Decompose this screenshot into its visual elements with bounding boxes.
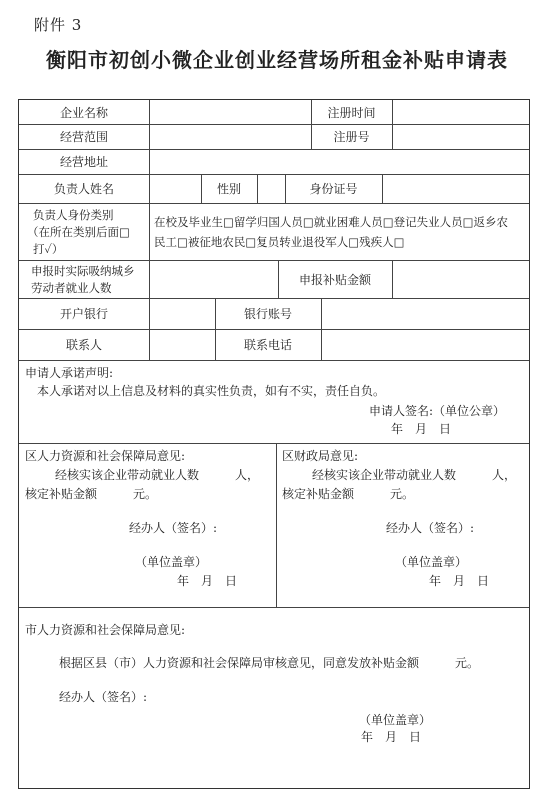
label-person-in-charge: 负责人姓名	[53, 182, 114, 196]
label-identity-type-hint-end: 打✓）	[33, 242, 64, 256]
city-hr-date[interactable]: 年 月 日	[361, 730, 422, 744]
label-company-name: 企业名称	[59, 105, 108, 120]
district-finance-date[interactable]: 年 月 日	[429, 574, 490, 588]
identity-options-line1[interactable]: 在校及毕业生□留学归国人员□就业困难人员□登记失业人员□返乡农	[154, 215, 508, 229]
label-employment-count-line2: 劳动者就业人数	[31, 281, 112, 295]
district-hr-seal: （单位盖章）	[135, 555, 208, 569]
district-hr-handler[interactable]: 经办人（签名）:	[129, 521, 218, 535]
district-finance-subsidy: 核定补贴金额 元。	[282, 487, 415, 501]
label-gender: 性别	[216, 182, 241, 196]
label-employment-count: 申报时实际吸纳城乡	[31, 264, 135, 278]
district-finance-handler[interactable]: 经办人（签名）:	[386, 521, 475, 535]
label-identity-type-hint: （在所在类别后面□	[27, 225, 130, 239]
city-hr-heading: 市人力资源和社会保障局意见:	[25, 623, 186, 637]
district-finance-employment: 经核实该企业带动就业人数 人，	[312, 468, 517, 482]
label-bank: 开户银行	[59, 307, 108, 321]
label-registration-number: 注册号	[333, 130, 370, 144]
label-identity-type: 负责人身份类别	[33, 208, 114, 222]
city-hr-approval: 根据区县（市）人力资源和社会保障局审核意见，同意发放补贴金额 元。	[59, 656, 480, 670]
pledge-statement: 本人承诺对以上信息及材料的真实性负责，如有不实，责任自负。	[37, 384, 386, 398]
label-contact: 联系人	[65, 338, 102, 352]
city-hr-handler[interactable]: 经办人（签名）:	[59, 690, 148, 704]
pledge-signature[interactable]: 申请人签名:（单位公章）	[369, 404, 506, 418]
district-hr-heading: 区人力资源和社会保障局意见:	[25, 449, 186, 463]
label-subsidy-amount: 申报补贴金额	[298, 272, 371, 287]
district-hr-date[interactable]: 年 月 日	[177, 574, 238, 588]
label-bank-account: 银行账号	[243, 307, 292, 321]
form-title: 衡阳市初创小微企业创业经营场所租金补贴申请表	[46, 48, 508, 72]
application-form-table	[18, 99, 530, 789]
identity-options-line2[interactable]: 民工□被征地农民□复员转业退役军人□残疾人□	[154, 235, 405, 249]
pledge-heading: 申请人承诺声明:	[25, 366, 114, 380]
attachment-label: 附件 3	[34, 16, 83, 34]
district-finance-heading: 区财政局意见:	[282, 449, 359, 463]
label-registration-time: 注册时间	[327, 105, 376, 120]
pledge-date[interactable]: 年 月 日	[391, 422, 452, 436]
district-hr-subsidy: 核定补贴金额 元。	[25, 487, 158, 501]
district-hr-employment: 经核实该企业带动就业人数 人，	[55, 468, 260, 482]
district-finance-seal: （单位盖章）	[395, 555, 468, 569]
label-contact-phone: 联系电话	[243, 338, 292, 352]
city-hr-seal: （单位盖章）	[359, 713, 432, 727]
label-business-address: 经营地址	[59, 155, 108, 169]
label-business-scope: 经营范围	[59, 130, 108, 144]
label-id-number: 身份证号	[309, 182, 358, 196]
